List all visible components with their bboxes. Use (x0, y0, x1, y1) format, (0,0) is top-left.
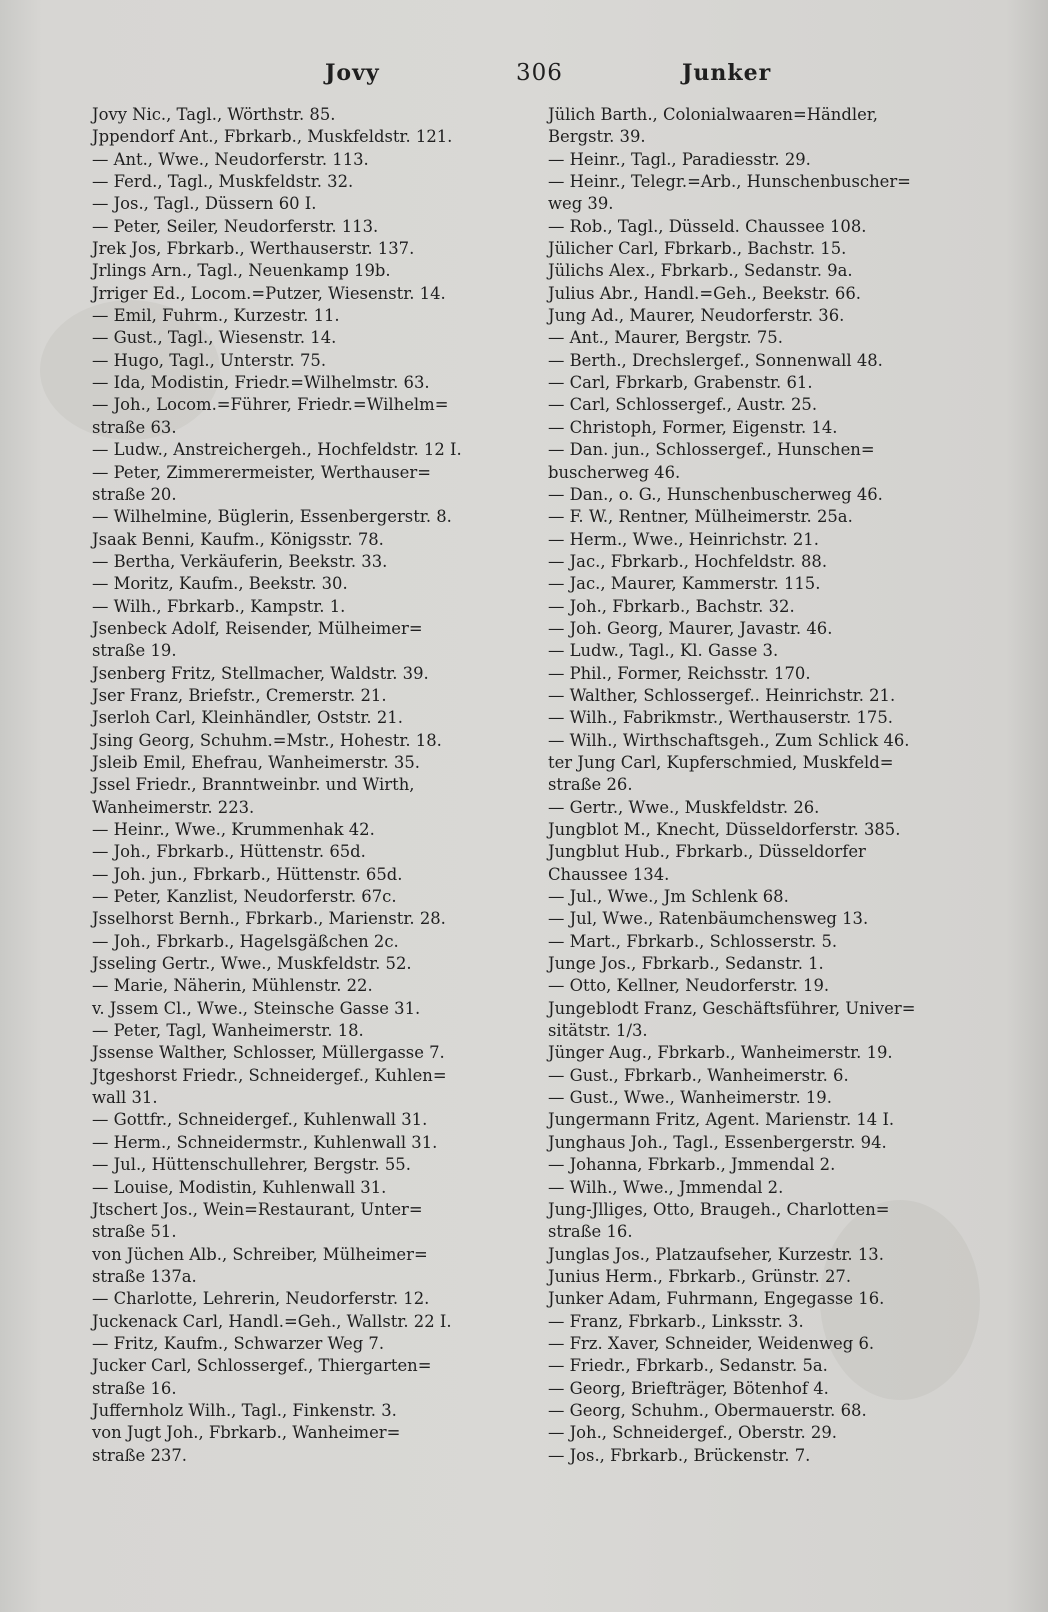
directory-entry-line: — Gust., Wwe., Wanheimerstr. 19. (548, 1088, 832, 1108)
directory-entry-line: — Wilhelmine, Büglerin, Essenbergerstr. 8. (92, 507, 452, 527)
directory-entry-line: — Joh., Fbrkarb., Bachstr. 32. (548, 596, 795, 616)
directory-entry-line: Jungblot M., Knecht, Düsseldorferstr. 385. (548, 820, 901, 839)
directory-entry-line: straße 20. (92, 484, 177, 504)
directory-entry-line: — Otto, Kellner, Neudorferstr. 19. (548, 976, 830, 996)
directory-entry-line: — Wilh., Wirthschaftsgeh., Zum Schlick 46. (548, 730, 910, 750)
directory-entry-line: — Carl, Fbrkarb, Grabenstr. 61. (548, 373, 813, 393)
directory-entry-line: — Jul., Wwe., Jm Schlenk 68. (548, 887, 789, 907)
directory-entry-line: — Gertr., Wwe., Muskfeldstr. 26. (548, 797, 820, 817)
directory-entry-line: sitätstr. 1/3. (548, 1021, 648, 1041)
directory-entry-line: straße 51. (92, 1222, 177, 1242)
directory-entry-line: Jsenberg Fritz, Stellmacher, Waldstr. 39. (92, 663, 429, 683)
directory-entry-line: — Georg, Schuhm., Obermauerstr. 68. (548, 1400, 867, 1420)
directory-entry-line: Jtschert Jos., Wein=Restaurant, Unter= (92, 1199, 423, 1219)
directory-entry-line: Jrek Jos, Fbrkarb., Werthauserstr. 137. (92, 239, 415, 259)
directory-entry-line: — Ant., Wwe., Neudorferstr. 113. (92, 149, 369, 169)
directory-entry-line: — F. W., Rentner, Mülheimerstr. 25a. (548, 507, 853, 527)
directory-entry-line: — Joh., Locom.=Führer, Friedr.=Wilhelm= (92, 395, 449, 415)
directory-entry-line: Chaussee 134. (548, 864, 670, 884)
directory-entry-line: Jrriger Ed., Locom.=Putzer, Wiesenstr. 14. (92, 283, 446, 303)
directory-entry-line: Jssense Walther, Schlosser, Müllergasse 7. (92, 1043, 445, 1063)
directory-entry-line: — Emil, Fuhrm., Kurzestr. 11. (92, 306, 340, 326)
directory-entry-line: — Peter, Seiler, Neudorferstr. 113. (92, 216, 379, 236)
directory-entry-line: — Jul., Hüttenschullehrer, Bergstr. 55. (92, 1155, 411, 1175)
directory-entry-line: Jülichs Alex., Fbrkarb., Sedanstr. 9a. (548, 261, 853, 281)
directory-entry-line: Jppendorf Ant., Fbrkarb., Muskfeldstr. 121. (92, 127, 453, 147)
directory-entry-line: — Joh. Georg, Maurer, Javastr. 46. (548, 618, 833, 638)
directory-entry-line: — Carl, Schlossergef., Austr. 25. (548, 395, 818, 415)
directory-entry-line: von Jüchen Alb., Schreiber, Mülheimer= (92, 1244, 428, 1264)
directory-entry-line: — Moritz, Kaufm., Beekstr. 30. (92, 574, 348, 594)
directory-entry-line: Bergstr. 39. (548, 127, 646, 147)
header-left-keyword: Jovy (325, 60, 380, 86)
directory-entry-line: Jserloh Carl, Kleinhändler, Oststr. 21. (92, 708, 403, 728)
directory-entry-line: v. Jssem Cl., Wwe., Steinsche Gasse 31. (92, 998, 421, 1018)
directory-entry-line: Jtgeshorst Friedr., Schneidergef., Kuhlen= (92, 1065, 447, 1085)
directory-entry-line: — Ant., Maurer, Bergstr. 75. (548, 328, 783, 348)
directory-entry-line: — Heinr., Tagl., Paradiesstr. 29. (548, 149, 811, 169)
directory-entry-line: — Heinr., Wwe., Krummenhak 42. (92, 820, 375, 839)
directory-entry-line: — Joh. jun., Fbrkarb., Hüttenstr. 65d. (92, 864, 403, 884)
directory-entry-line: — Dan. jun., Schlossergef., Hunschen= (548, 440, 875, 460)
directory-entry-line: — Friedr., Fbrkarb., Sedanstr. 5a. (548, 1356, 828, 1376)
directory-entry-line: buscherweg 46. (548, 462, 681, 482)
directory-entry-line: — Gust., Tagl., Wiesenstr. 14. (92, 328, 337, 348)
directory-entry-line: Jrlings Arn., Tagl., Neuenkamp 19b. (92, 261, 391, 281)
directory-entry-line: — Dan., o. G., Hunschenbuscherweg 46. (548, 484, 883, 504)
directory-entry-line: — Bertha, Verkäuferin, Beekstr. 33. (92, 551, 388, 571)
directory-entry-line: straße 237. (92, 1445, 187, 1465)
directory-entry-line: Junius Herm., Fbrkarb., Grünstr. 27. (548, 1266, 852, 1286)
directory-entry-line: Jsleib Emil, Ehefrau, Wanheimerstr. 35. (92, 752, 420, 772)
directory-entry-line: — Walther, Schlossergef.. Heinrichstr. 21. (548, 685, 896, 705)
header-right-keyword: Junker (682, 60, 772, 86)
directory-entry-line: — Peter, Kanzlist, Neudorferstr. 67c. (92, 887, 397, 907)
directory-entry-line: Junghaus Joh., Tagl., Essenbergerstr. 94. (548, 1132, 887, 1152)
directory-entry-line: — Gottfr., Schneidergef., Kuhlenwall 31. (92, 1110, 428, 1130)
directory-entry-line: — Berth., Drechslergef., Sonnenwall 48. (548, 350, 883, 370)
directory-entry-line: — Wilh., Wwe., Jmmendal 2. (548, 1177, 784, 1197)
directory-entry-line: Junker Adam, Fuhrmann, Engegasse 16. (548, 1289, 885, 1309)
directory-entry-line: — Ludw., Anstreichergeh., Hochfeldstr. 12 I. (92, 440, 462, 460)
directory-entry-line: Jungblut Hub., Fbrkarb., Düsseldorfer (548, 842, 866, 862)
directory-entry-line: Junge Jos., Fbrkarb., Sedanstr. 1. (548, 954, 824, 974)
page-header (60, 60, 988, 96)
directory-entry-line: — Jac., Fbrkarb., Hochfeldstr. 88. (548, 551, 828, 571)
directory-entry-line: Jovy Nic., Tagl., Wörthstr. 85. (92, 105, 336, 124)
directory-entry-line: — Wilh., Fabrikmstr., Werthauserstr. 175. (548, 708, 893, 728)
directory-entry-line: — Heinr., Telegr.=Arb., Hunschenbuscher= (548, 172, 911, 192)
directory-entry-line: — Charlotte, Lehrerin, Neudorferstr. 12. (92, 1289, 430, 1309)
directory-entry-line: straße 19. (92, 641, 177, 661)
directory-entry-line: weg 39. (548, 194, 614, 214)
directory-entry-line: straße 16. (92, 1378, 177, 1398)
directory-entry-line: Wanheimerstr. 223. (92, 797, 255, 817)
directory-entry-line: Jucker Carl, Schlossergef., Thiergarten= (92, 1356, 432, 1376)
directory-entry-line: — Hugo, Tagl., Unterstr. 75. (92, 350, 327, 370)
directory-entry-line: Juffernholz Wilh., Tagl., Finkenstr. 3. (92, 1400, 397, 1420)
directory-entry-line: ter Jung Carl, Kupferschmied, Muskfeld= (548, 752, 894, 772)
directory-entry-line: — Phil., Former, Reichsstr. 170. (548, 663, 811, 683)
right-column (548, 104, 978, 1467)
directory-entry-line: Jsaak Benni, Kaufm., Königsstr. 78. (92, 529, 384, 549)
directory-entry-line: Junglas Jos., Platzaufseher, Kurzestr. 13. (548, 1244, 884, 1264)
directory-entry-line: — Herm., Wwe., Heinrichstr. 21. (548, 529, 819, 549)
directory-entry-line: — Jac., Maurer, Kammerstr. 115. (548, 574, 821, 594)
directory-entry-line: — Rob., Tagl., Düsseld. Chaussee 108. (548, 216, 867, 236)
directory-entry-line: — Joh., Fbrkarb., Hüttenstr. 65d. (92, 842, 366, 862)
directory-entry-line: — Mart., Fbrkarb., Schlosserstr. 5. (548, 931, 838, 951)
directory-entry-line: — Wilh., Fbrkarb., Kampstr. 1. (92, 596, 346, 616)
directory-entry-line: — Jul, Wwe., Ratenbäumchensweg 13. (548, 909, 869, 929)
directory-entry-line: Jsenbeck Adolf, Reisender, Mülheimer= (92, 618, 423, 638)
directory-entry-line: Julius Abr., Handl.=Geh., Beekstr. 66. (548, 283, 861, 303)
directory-entry-line: Jungermann Fritz, Agent. Marienstr. 14 I. (548, 1110, 895, 1130)
directory-entry-line: — Jos., Tagl., Düssern 60 I. (92, 194, 317, 214)
directory-entry-line: — Frz. Xaver, Schneider, Weidenweg 6. (548, 1333, 875, 1353)
directory-entry-line: straße 16. (548, 1222, 633, 1242)
directory-entry-line: Jser Franz, Briefstr., Cremerstr. 21. (92, 685, 387, 705)
directory-entry-line: Jungeblodt Franz, Geschäftsführer, Univer= (548, 998, 916, 1018)
directory-entry-line: — Franz, Fbrkarb., Linksstr. 3. (548, 1311, 804, 1331)
directory-entry-line: — Ida, Modistin, Friedr.=Wilhelmstr. 63. (92, 373, 430, 393)
directory-entry-line: straße 63. (92, 417, 177, 437)
directory-entry-line: — Joh., Schneidergef., Oberstr. 29. (548, 1423, 838, 1443)
directory-entry-line: Jsselhorst Bernh., Fbrkarb., Marienstr. 28. (92, 909, 446, 929)
directory-entry-line: Jsseling Gertr., Wwe., Muskfeldstr. 52. (92, 954, 412, 974)
directory-entry-line: Jsing Georg, Schuhm.=Mstr., Hohestr. 18. (92, 730, 442, 750)
directory-entry-line: — Fritz, Kaufm., Schwarzer Weg 7. (92, 1333, 385, 1353)
directory-entry-line: Jung Ad., Maurer, Neudorferstr. 36. (548, 306, 845, 326)
directory-entry-line: straße 26. (548, 775, 633, 795)
directory-entry-line: Jünger Aug., Fbrkarb., Wanheimerstr. 19. (548, 1043, 893, 1063)
directory-entry-line: — Louise, Modistin, Kuhlenwall 31. (92, 1177, 387, 1197)
directory-entry-line: Jung-Jlliges, Otto, Braugeh., Charlotten= (548, 1199, 890, 1219)
directory-entry-line: Juckenack Carl, Handl.=Geh., Wallstr. 22 I. (92, 1311, 452, 1331)
directory-entry-line: — Gust., Fbrkarb., Wanheimerstr. 6. (548, 1065, 849, 1085)
directory-entry-line: — Georg, Briefträger, Bötenhof 4. (548, 1378, 829, 1398)
directory-entry-line: — Jos., Fbrkarb., Brückenstr. 7. (548, 1445, 811, 1465)
directory-entry-line: — Ferd., Tagl., Muskfeldstr. 32. (92, 172, 354, 192)
directory-entry-line: — Ludw., Tagl., Kl. Gasse 3. (548, 641, 779, 661)
directory-entry-line: — Christoph, Former, Eigenstr. 14. (548, 417, 838, 437)
left-column (92, 104, 522, 1467)
directory-entry-line: von Jugt Joh., Fbrkarb., Wanheimer= (92, 1423, 401, 1443)
directory-entry-line: Jssel Friedr., Branntweinbr. und Wirth, (92, 775, 415, 795)
directory-entry-line: straße 137a. (92, 1266, 197, 1286)
directory-entry-line: Jülicher Carl, Fbrkarb., Bachstr. 15. (548, 239, 847, 259)
directory-entry-line: Jülich Barth., Colonialwaaren=Händler, (548, 105, 879, 124)
directory-entry-line: — Herm., Schneidermstr., Kuhlenwall 31. (92, 1132, 438, 1152)
directory-entry-line: — Joh., Fbrkarb., Hagelsgäßchen 2c. (92, 931, 399, 951)
directory-entry-line: — Marie, Näherin, Mühlenstr. 22. (92, 976, 373, 996)
directory-entry-line: — Peter, Tagl, Wanheimerstr. 18. (92, 1021, 364, 1041)
directory-entry-line: — Peter, Zimmerermeister, Werthauser= (92, 462, 431, 482)
directory-entry-line: wall 31. (92, 1088, 158, 1108)
page-number: 306 (516, 60, 563, 86)
directory-entry-line: — Johanna, Fbrkarb., Jmmendal 2. (548, 1155, 836, 1175)
